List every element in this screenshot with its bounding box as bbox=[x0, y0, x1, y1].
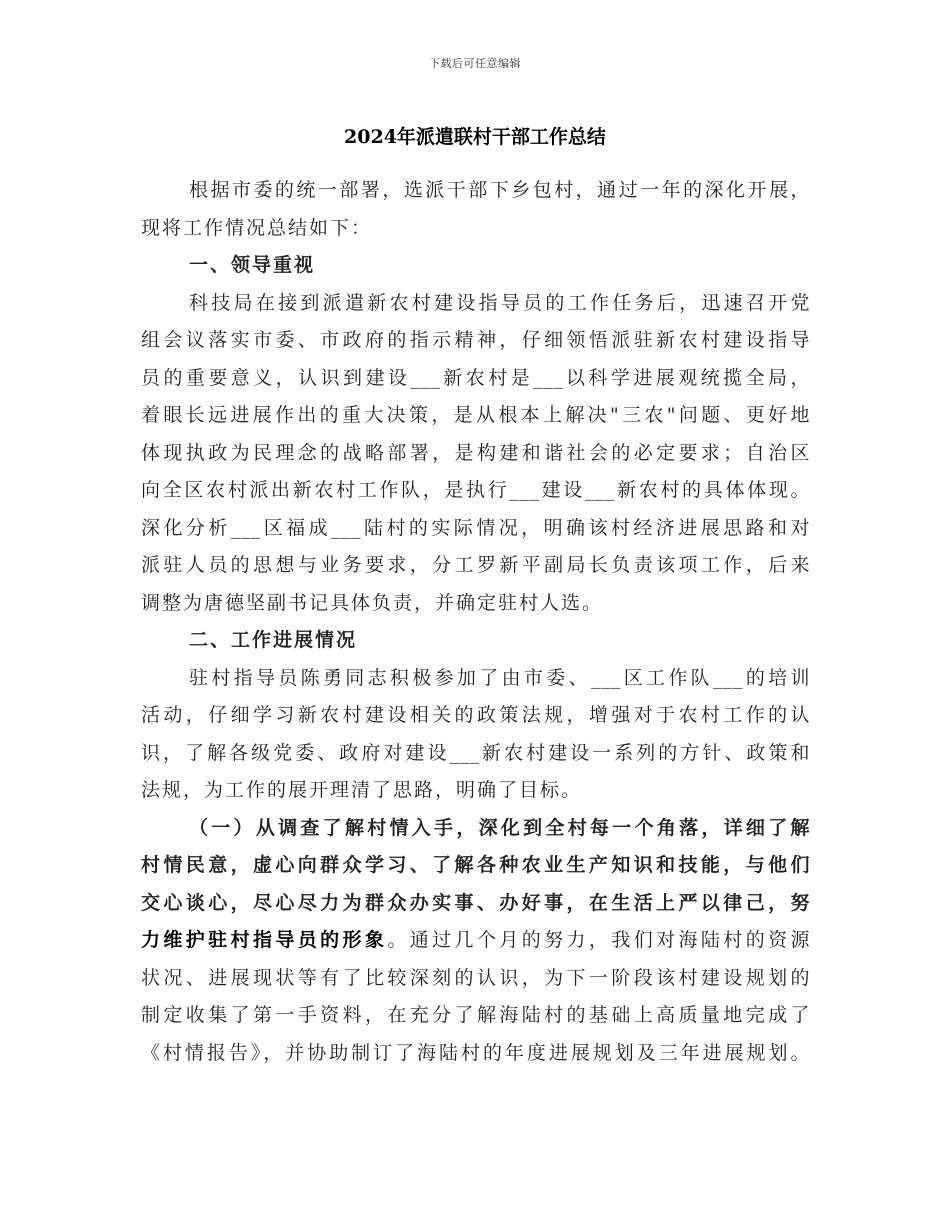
section-heading: 二、工作进展情况 bbox=[189, 629, 358, 651]
paragraph-line: 状况、进展现状等有了比较深刻的认识，为下一阶段该村建设规划的 bbox=[141, 966, 810, 989]
paragraph-line: 科技局在接到派遣新农村建设指导员的工作任务后，迅速召开党 bbox=[189, 291, 810, 314]
paragraph-line: 员的重要意义，认识到建设___新农村是___以科学进展观统揽全局， bbox=[141, 366, 810, 389]
paragraph-line: 识，了解各级党委、政府对建设___新农村建设一系列的方针、政策和 bbox=[141, 741, 810, 764]
bold-paragraph-line: 村情民意，虚心向群众学习、了解各种农业生产知识和技能，与他们 bbox=[141, 854, 810, 876]
paragraph-line: 活动，仔细学习新农村建设相关的政策法规，增强对于农村工作的认 bbox=[141, 704, 810, 726]
mixed-paragraph-line bbox=[141, 922, 810, 960]
bold-paragraph-line: （一）从调查了解村情入手，深化到全村每一个角落，详细了解 bbox=[189, 816, 810, 839]
paragraph-line: 深化分析___区福成___陆村的实际情况，明确该村经济进展思路和对 bbox=[141, 516, 810, 539]
bold-paragraph-line: 交心谈心，尽心尽力为群众办实事、办好事，在生活上严以律己，努 bbox=[141, 891, 810, 914]
paragraph-line: 着眼长远进展作出的重大决策，是从根本上解决"三农"问题、更好地 bbox=[141, 404, 810, 426]
paragraph-line: 《村情报告》，并协助制订了海陆村的年度进展规划及三年进展规划。 bbox=[141, 1041, 810, 1064]
paragraph-line: 驻村指导员陈勇同志积极参加了由市委、___区工作队___的培训 bbox=[189, 666, 810, 689]
paragraph-line: 制定收集了第一手资料，在充分了解海陆村的基础上高质量地完成了 bbox=[141, 1004, 810, 1026]
section-heading: 一、领导重视 bbox=[189, 254, 316, 276]
paragraph-line: 根据市委的统一部署，选派干部下乡包村，通过一年的深化开展， bbox=[189, 179, 810, 201]
normal-text-run: 。通过几个月的努力，我们对海陆村的资源 bbox=[387, 929, 810, 951]
bold-text-run: 力维护驻村指导员的形象 bbox=[141, 929, 388, 951]
paragraph-line: 体现执政为民理念的战略部署，是构建和谐社会的必定要求；自治区 bbox=[141, 441, 810, 464]
paragraph-line: 调整为唐德坚副书记具体负责，并确定驻村人选。 bbox=[141, 591, 604, 614]
paragraph-line: 现将工作情况总结如下： bbox=[141, 216, 373, 239]
paragraph-line: 派驻人员的思想与业务要求，分工罗新平副局长负责该项工作，后来 bbox=[141, 554, 810, 576]
document-body bbox=[141, 172, 810, 1072]
header-note: 下载后可任意编辑 bbox=[429, 57, 521, 70]
paragraph-line: 组会议落实市委、市政府的指示精神，仔细领悟派驻新农村建设指导 bbox=[141, 329, 810, 351]
paragraph-line: 法规，为工作的展开理清了思路，明确了目标。 bbox=[141, 779, 583, 801]
paragraph-line: 向全区农村派出新农村工作队，是执行___建设___新农村的具体体现。 bbox=[141, 479, 810, 501]
document-title: 2024年派遣联村干部工作总结 bbox=[344, 126, 606, 148]
